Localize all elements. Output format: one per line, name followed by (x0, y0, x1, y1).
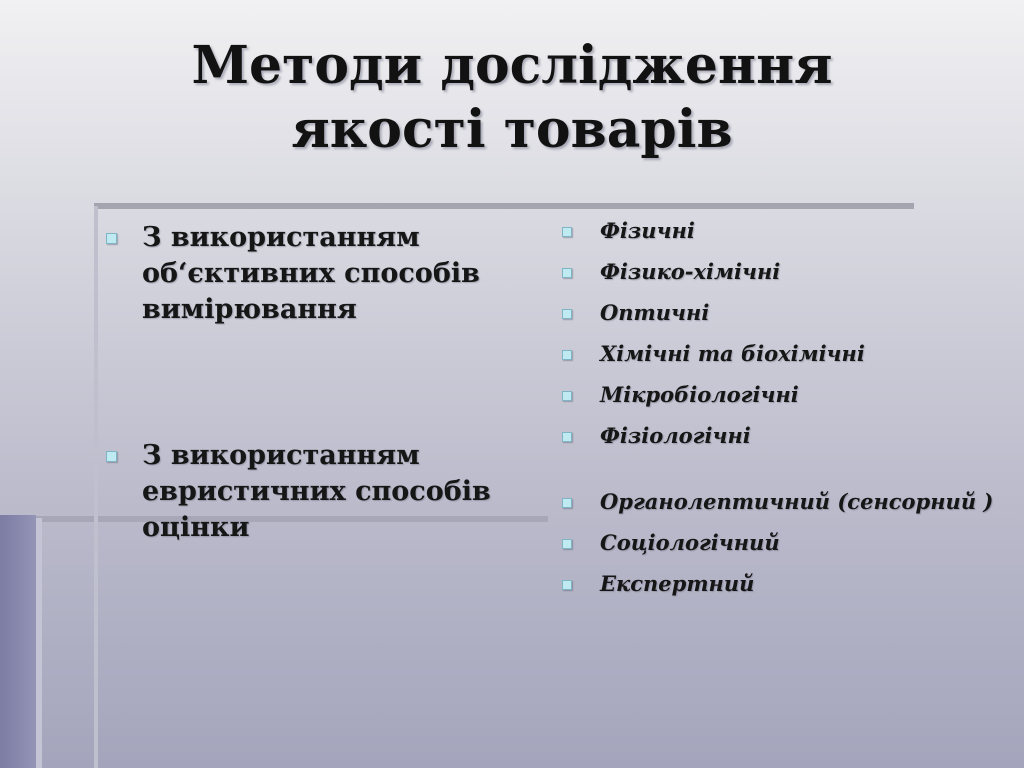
list-item-text: Мікробіологічні (600, 382, 799, 407)
corner-accent-band (0, 515, 36, 768)
square-bullet-icon (562, 309, 572, 319)
list-item-optical (562, 300, 1002, 326)
list-item-physical (562, 218, 1002, 244)
square-bullet-icon (562, 350, 572, 360)
square-bullet-icon (562, 227, 572, 237)
square-bullet-icon (562, 498, 572, 508)
list-item-text: Фізіологічні (600, 423, 751, 448)
square-bullet-icon (562, 539, 572, 549)
decorative-left-vertical-rule (36, 518, 42, 768)
list-item-microbiological (562, 382, 1002, 408)
square-bullet-icon (562, 432, 572, 442)
list-item-sociological (562, 530, 1002, 556)
list-item-text: З використанням евристичних способів оцінки (142, 440, 491, 543)
list-item-text: Хімічні та біохімічні (600, 341, 865, 366)
list-item-organoleptic (562, 489, 1002, 515)
square-bullet-icon (106, 451, 117, 462)
list-item-objective-methods (106, 220, 546, 328)
list-item-physiological (562, 423, 1002, 449)
list-item-text: Фізичні (600, 218, 695, 243)
list-item-physicochemical (562, 259, 1002, 285)
list-item-text: Органолептичний (сенсорний ) (600, 489, 994, 514)
slide-title (0, 34, 1024, 162)
square-bullet-icon (106, 233, 117, 244)
list-item-text: Оптичні (600, 300, 710, 325)
square-bullet-icon (562, 268, 572, 278)
list-item-text: З використанням об‘єктивних способів вимірювання (142, 222, 480, 325)
left-bullet-list (106, 220, 546, 546)
slide-title-line-2: якості товарів (291, 99, 733, 160)
list-item-text: Експертний (600, 571, 755, 596)
square-bullet-icon (562, 580, 572, 590)
list-item-heuristic-methods (106, 438, 546, 546)
square-bullet-icon (562, 391, 572, 401)
decorative-top-rule (94, 203, 914, 209)
decorative-inner-vertical-rule (94, 206, 98, 768)
list-item-expert (562, 571, 1002, 597)
list-item-text: Соціологічний (600, 530, 780, 555)
list-item-text: Фізико-хімічні (600, 259, 781, 284)
right-bullet-list (562, 218, 1002, 612)
list-item-chemical-biochemical (562, 341, 1002, 367)
slide-title-line-1: Методи дослідження (191, 35, 833, 96)
